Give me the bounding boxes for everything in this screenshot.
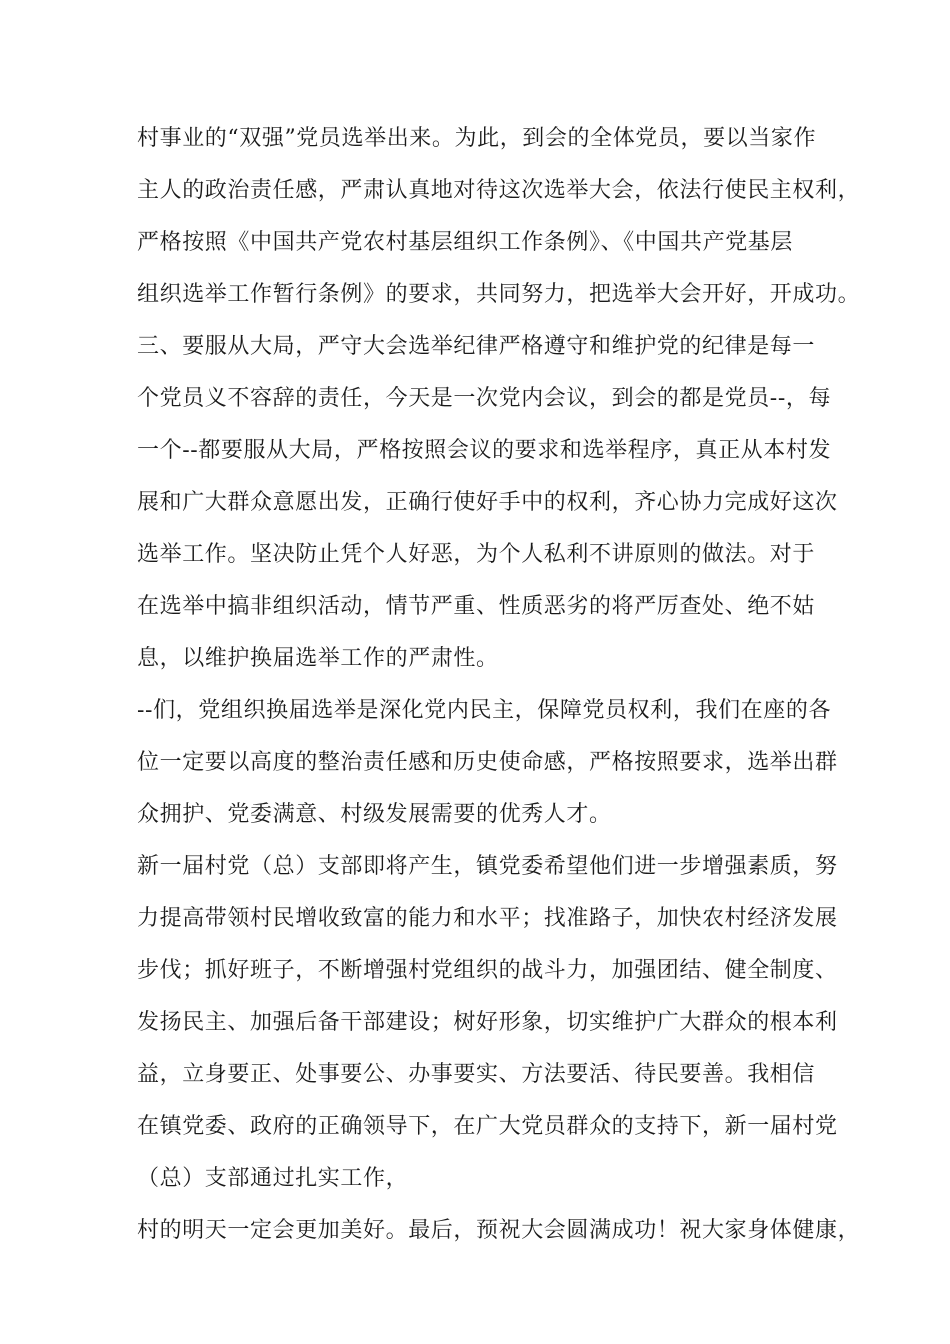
text-line: 选举工作。坚决防止凭个人好恶，为个人私利不讲原则的做法。对于 bbox=[137, 542, 816, 567]
text-line: 主人的政治责任感，严肃认真地对待这次选举大会，依法行使民主权利， bbox=[137, 178, 861, 203]
text-line: 在镇党委、政府的正确领导下，在广大党员群众的支持下，新一届村党 bbox=[137, 1114, 838, 1139]
text-line: 三、要服从大局，严守大会选举纪律严格遵守和维护党的纪律是每一 bbox=[137, 334, 816, 359]
text-line: 众拥护、党委满意、村级发展需要的优秀人才。 bbox=[137, 802, 612, 827]
text-line: --们，党组织换届选举是深化党内民主，保障党员权利，我们在座的各 bbox=[137, 698, 832, 723]
text-line: （总）支部通过扎实工作， bbox=[137, 1166, 409, 1191]
text-line: 村事业的“双强”党员选举出来。为此，到会的全体党员，要以当家作 bbox=[137, 126, 817, 151]
text-line: 发扬民主、加强后备干部建设；树好形象，切实维护广大群众的根本利 bbox=[137, 1010, 838, 1035]
text-line: 展和广大群众意愿出发，正确行使好手中的权利，齐心协力完成好这次 bbox=[137, 490, 838, 515]
text-line: 村的明天一定会更加美好。最后，预祝大会圆满成功！祝大家身体健康， bbox=[137, 1218, 861, 1243]
text-line: 在选举中搞非组织活动，情节严重、性质恶劣的将严厉查处、绝不姑 bbox=[137, 594, 816, 619]
text-line: 益，立身要正、处事要公、办事要实、方法要活、待民要善。我相信 bbox=[137, 1062, 816, 1087]
text-line: 新一届村党（总）支部即将产生，镇党委希望他们进一步增强素质，努 bbox=[137, 854, 838, 879]
text-line: 组织选举工作暂行条例》的要求，共同努力，把选举大会开好，开成功。 bbox=[137, 282, 861, 307]
text-line: 位一定要以高度的整治责任感和历史使命感，严格按照要求，选举出群 bbox=[137, 750, 838, 775]
text-line: 步伐；抓好班子，不断增强村党组织的战斗力，加强团结、健全制度、 bbox=[137, 958, 838, 983]
text-line: 一个--都要服从大局，严格按照会议的要求和选举程序，真正从本村发 bbox=[137, 438, 832, 463]
text-line: 严格按照《中国共产党农村基层组织工作条例》、《中国共产党基层 bbox=[137, 230, 794, 255]
text-line: 力提高带领村民增收致富的能力和水平；找准路子，加快农村经济发展 bbox=[137, 906, 838, 931]
text-line: 个党员义不容辞的责任，今天是一次党内会议，到会的都是党员--，每 bbox=[137, 386, 832, 411]
text-line: 息，以维护换届选举工作的严肃性。 bbox=[137, 646, 499, 671]
